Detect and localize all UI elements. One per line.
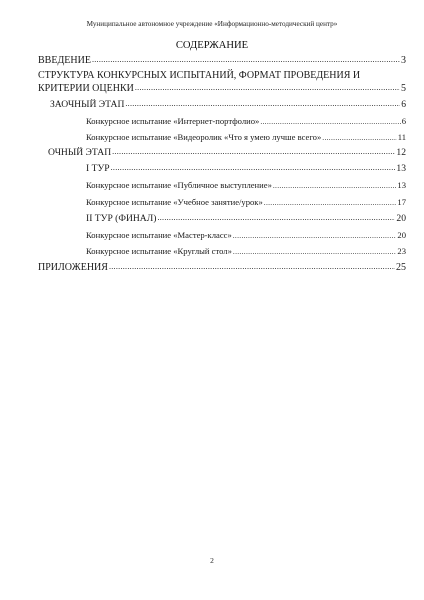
toc-entry-page: 23: [397, 246, 406, 256]
toc-entry-text: ВВЕДЕНИЕ: [38, 55, 91, 66]
page-header: Муниципальное автономное учреждение «Информационно-методический центр»: [86, 20, 338, 28]
toc-entry-page: 13: [396, 163, 406, 174]
toc-entry-text: Конкурсное испытание «Видеоролик «Что я умею лучше всего»: [86, 132, 322, 142]
toc-entry-text: Конкурсное испытание «Учебное занятие/урок»: [86, 197, 263, 207]
toc-entry-page: 25: [396, 262, 406, 273]
toc-entry-structure[interactable]: [38, 83, 406, 94]
toc-leader-dots: [111, 163, 396, 171]
toc-entry-full-time-stage[interactable]: [48, 147, 406, 158]
toc-entry-text: Конкурсное испытание «Круглый стол»: [86, 246, 232, 256]
toc-entry-public-speech[interactable]: [86, 180, 406, 190]
toc-entry-video[interactable]: [86, 132, 406, 142]
toc-entry-page: 20: [396, 213, 406, 224]
toc-entry-master-class[interactable]: [86, 230, 406, 240]
toc-entry-page: 17: [397, 197, 406, 207]
toc-entry-introduction[interactable]: [38, 55, 406, 66]
toc-entry-page: 5: [401, 83, 406, 94]
toc-entry-page: 3: [401, 55, 406, 66]
toc-entry-round-table[interactable]: [86, 246, 406, 256]
toc-entry-lesson[interactable]: [86, 197, 406, 207]
toc-entry-structure-line1[interactable]: СТРУКТУРА КОНКУРСНЫХ ИСПЫТАНИЙ, ФОРМАТ ПРОВЕДЕНИЯ И: [38, 70, 361, 81]
toc-title: СОДЕРЖАНИЕ: [175, 40, 249, 51]
toc-leader-dots: [125, 99, 400, 107]
toc-entry-page: 6: [401, 116, 406, 126]
toc-entry-text: ПРИЛОЖЕНИЯ: [38, 262, 108, 273]
toc-leader-dots: [112, 147, 395, 155]
toc-entry-page: 12: [396, 147, 406, 158]
page-number: 2: [210, 556, 214, 565]
toc-entry-round-2-final[interactable]: [86, 213, 406, 224]
toc-entry-page: 6: [401, 99, 406, 110]
toc-leader-dots: [273, 180, 397, 188]
toc-entry-correspondence-stage[interactable]: [50, 99, 406, 110]
toc-entry-text: ОЧНЫЙ ЭТАП: [48, 147, 112, 158]
toc-entry-text: Конкурсное испытание «Мастер-класс»: [86, 230, 232, 240]
toc-entry-text: I ТУР: [86, 163, 110, 174]
toc-entry-appendices[interactable]: [38, 262, 406, 273]
toc-entry-text: Конкурсное испытание «Интернет-портфолио»: [86, 116, 260, 126]
toc-leader-dots: [92, 55, 400, 63]
toc-entry-text: II ТУР (ФИНАЛ): [86, 213, 157, 224]
toc-leader-dots: [322, 132, 396, 140]
toc-entry-text: ЗАОЧНЫЙ ЭТАП: [50, 99, 125, 110]
toc-leader-dots: [135, 83, 400, 91]
toc-leader-dots: [233, 230, 397, 238]
toc-entry-internet-portfolio[interactable]: [86, 116, 406, 126]
toc-entry-page: 20: [397, 230, 406, 240]
toc-entry-text: Конкурсное испытание «Публичное выступление»: [86, 180, 272, 190]
toc-entry-round-1[interactable]: [86, 163, 406, 174]
toc-leader-dots: [109, 262, 395, 270]
toc-leader-dots: [157, 213, 395, 221]
toc-entry-text: КРИТЕРИИ ОЦЕНКИ: [38, 83, 134, 94]
toc-entry-page: 13: [397, 180, 406, 190]
toc-entry-page: 11: [397, 132, 406, 142]
toc-leader-dots: [233, 246, 397, 254]
toc-leader-dots: [264, 197, 397, 205]
toc-leader-dots: [260, 116, 400, 124]
